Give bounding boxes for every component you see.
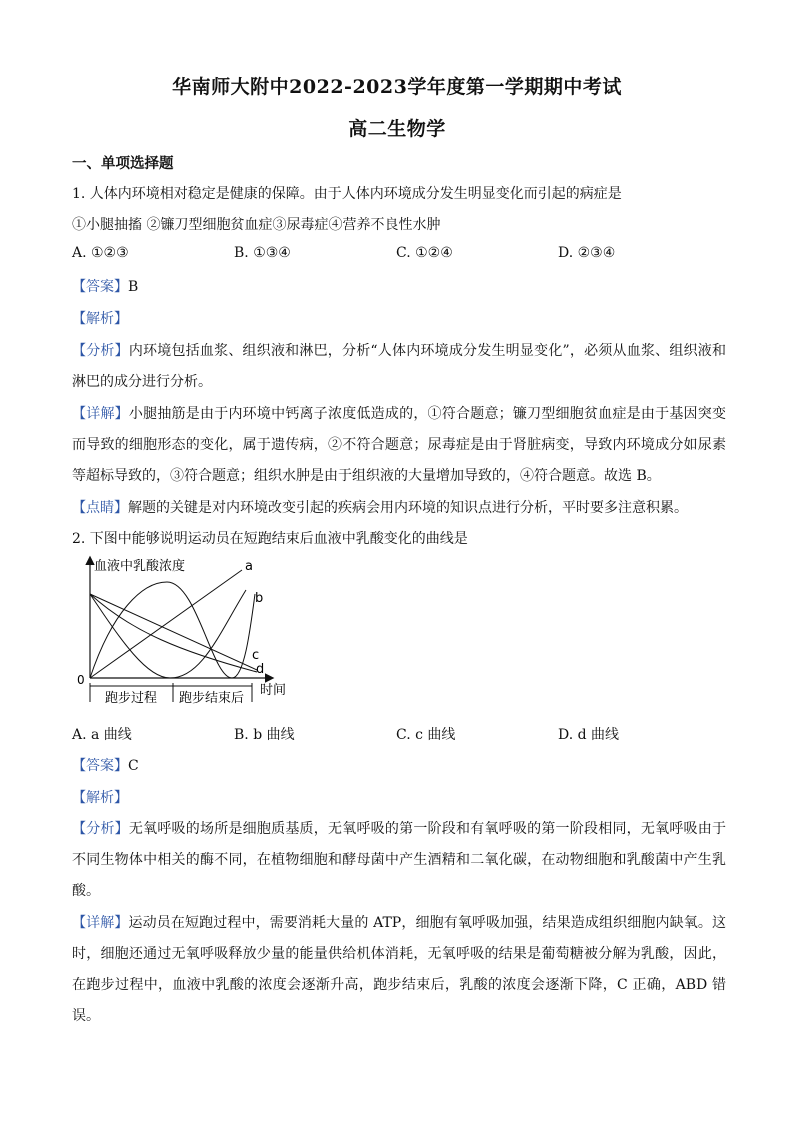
q2-stem: 2. 下图中能够说明运动员在短跑结束后血液中乳酸变化的曲线是 <box>72 531 468 547</box>
q2-xiangjie-line-2: 时，细胞还通过无氧呼吸释放少量的能量供给机体消耗，无氧呼吸的结果是葡萄糖被分解为乳酸，因此， <box>72 946 726 962</box>
jiexi-tag: 【解析】 <box>72 790 128 806</box>
fenxi-text: 内环境包括血浆、组织液和淋巴，分析“人体内环境成分发生明显变化”，必须从血浆、组织液和 <box>128 343 727 359</box>
phase1-label: 跑步过程 <box>105 691 158 706</box>
fenxi-tag: 【分析】 <box>72 821 129 837</box>
q1-xiangjie-line-2: 而导致的细胞形态的变化，属于遗传病，②不符合题意；尿毒症是由于肾脏病变，导致内环境成分如尿素 <box>72 437 726 453</box>
answer-tag: 【答案】 <box>72 758 128 774</box>
q2-option-c: C. c 曲线 <box>396 727 456 743</box>
fenxi-text: 无氧呼吸的场所是细胞质基质，无氧呼吸的第一阶段和有氧呼吸的第一阶段相同，无氧呼吸由于 <box>128 821 726 837</box>
q1-xiangjie-line-1 <box>72 403 726 423</box>
q1-option-d: D. ②③④ <box>558 245 616 261</box>
q2-xiangjie-line-4: 误。 <box>72 1008 100 1024</box>
q2-xiangjie-line-3: 在跑步过程中，血液中乳酸的浓度会逐渐升高，跑步结束后，乳酸的浓度会逐渐下降，C 正确，ABD 错 <box>72 977 726 993</box>
section-heading: 一、单项选择题 <box>72 155 174 172</box>
q2-option-d: D. d 曲线 <box>558 727 620 743</box>
q1-fenxi-line-2: 淋巴的成分进行分析。 <box>72 374 212 390</box>
q2-answer <box>72 755 726 775</box>
lactate-curve-figure <box>72 552 302 712</box>
q1-fenxi-line-1 <box>72 340 726 360</box>
page-title: 华南师大附中2022-2023学年度第一学期期中考试 <box>172 76 622 98</box>
q2-option-a: A. a 曲线 <box>72 727 132 743</box>
curve-d <box>90 594 260 670</box>
xiangjie-tag: 【详解】 <box>72 915 129 931</box>
curve-label-b: b <box>255 591 264 606</box>
q1-option-a: A. ①②③ <box>72 245 129 261</box>
curve-label-a: a <box>245 559 253 574</box>
q2-fenxi-line-1 <box>72 818 726 838</box>
q1-option-c: C. ①②④ <box>396 245 453 261</box>
q1-dianjing <box>72 497 726 517</box>
q1-xiangjie-line-3: 等超标导致的，③符合题意；组织水肿是由于组织液的大量增加导致的，④符合题意。故选 B。 <box>72 468 661 484</box>
q1-stem: 1. 人体内环境相对稳定是健康的保障。由于人体内环境成分发生明显变化而引起的病症是 <box>72 186 622 202</box>
dianjing-tag: 【点睛】 <box>72 500 128 516</box>
q1-option-b: B. ①③④ <box>234 245 291 261</box>
q2-option-b: B. b 曲线 <box>234 727 295 743</box>
dianjing-text: 解题的关键是对内环境改变引起的疾病会用内环境的知识点进行分析，平时要多注意积累。 <box>128 500 688 516</box>
curve-label-c: c <box>252 648 260 663</box>
jiexi-tag: 【解析】 <box>72 311 128 327</box>
q2-fenxi-line-2: 不同生物体中相关的酶不同，在植物细胞和酵母菌中产生酒精和二氧化碳，在动物细胞和乳酸菌中产生乳 <box>72 852 726 868</box>
q1-answer <box>72 276 726 296</box>
origin-label: 0 <box>77 673 85 687</box>
page-subtitle: 高二生物学 <box>348 118 446 140</box>
phase2-label: 跑步结束后 <box>179 691 245 706</box>
q1-jiexi <box>72 308 726 328</box>
q1-items: ①小腿抽搐 ②镰刀型细胞贫血症③尿毒症④营养不良性水肿 <box>72 217 441 233</box>
fenxi-tag: 【分析】 <box>72 343 129 359</box>
curve-label-d: d <box>256 662 265 677</box>
curve-c <box>90 590 246 678</box>
y-axis-label: 血液中乳酸浓度 <box>94 559 186 574</box>
xiangjie-tag: 【详解】 <box>72 406 129 422</box>
q2-xiangjie-line-1 <box>72 912 726 932</box>
xiangjie-text: 运动员在短跑过程中，需要消耗大量的 ATP，细胞有氧呼吸加强，结果造成组织细胞内缺氧。这 <box>128 915 726 931</box>
x-axis-label: 时间 <box>260 683 287 698</box>
xiangjie-text: 小腿抽筋是由于内环境中钙离子浓度低造成的，①符合题意；镰刀型细胞贫血症是由于基因突变 <box>128 406 726 422</box>
answer-tag: 【答案】 <box>72 279 128 295</box>
curve-a <box>90 570 242 678</box>
answer-value: B <box>128 279 139 295</box>
q2-fenxi-line-3: 酸。 <box>72 883 100 899</box>
answer-value: C <box>128 758 139 774</box>
q2-jiexi <box>72 787 726 807</box>
